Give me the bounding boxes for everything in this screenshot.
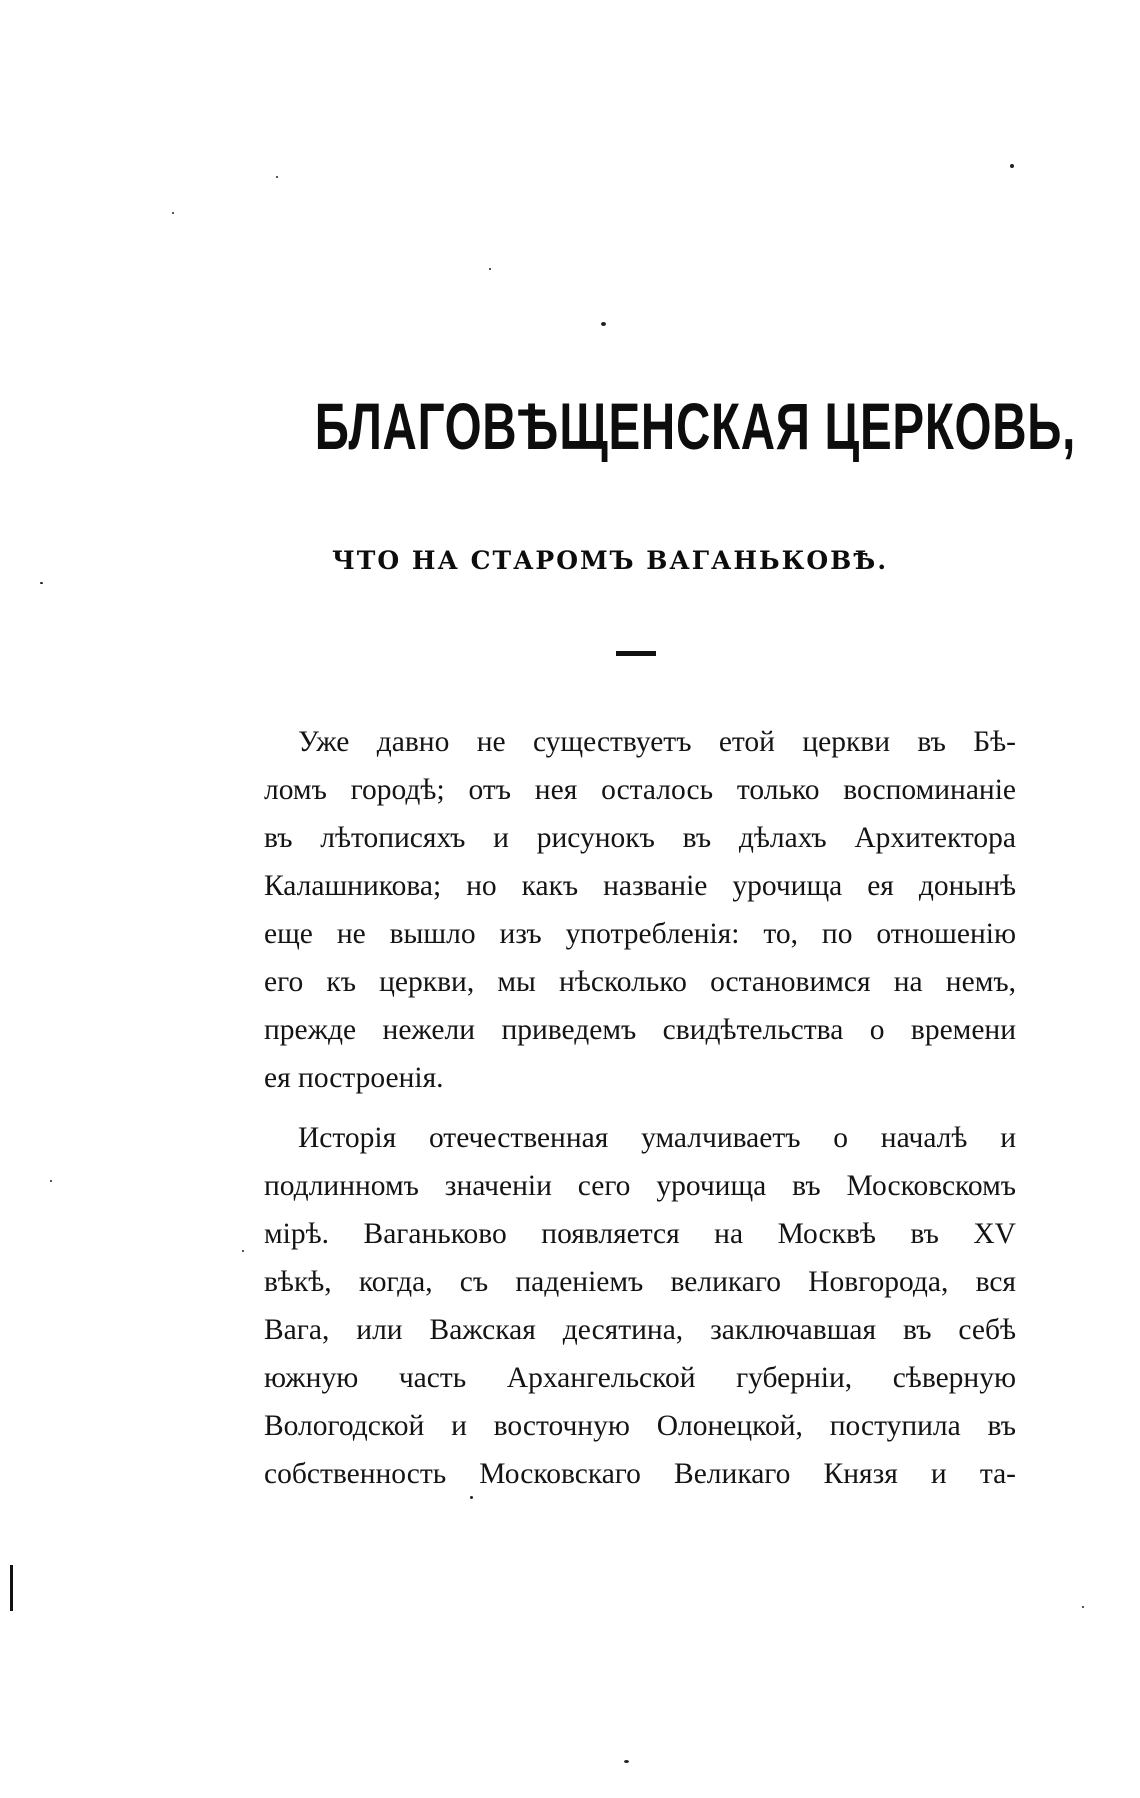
scan-speck (276, 176, 278, 178)
text-line: Исторія отечественная умалчиваетъ о началѣ и (298, 1122, 1016, 1154)
scan-speck (624, 1760, 629, 1763)
page-edge-mark (10, 1565, 13, 1611)
text-line: ея построенія. (264, 1062, 444, 1094)
text-line: подлинномъ значеніи сего урочища въ Московскомъ (264, 1170, 1016, 1202)
text-line: Уже давно не существуетъ етой церкви въ Бѣ- (298, 726, 1016, 758)
paragraph-gap (264, 1102, 1016, 1114)
scan-speck (489, 268, 491, 270)
chapter-subtitle: ЧТО НА СТАРОМЪ ВАГАНЬКОВѢ. (331, 546, 889, 575)
text-line: собственность Московскаго Великаго Князя и та- (264, 1458, 1016, 1490)
text-line: прежде нежели приведемъ свидѣтельства о времени (264, 1014, 1016, 1046)
text-line: въ лѣтописяхъ и рисунокъ въ дѣлахъ Архитектора (264, 822, 1016, 854)
text-line: его къ церкви, мы нѣсколько остановимся на немъ, (264, 966, 1016, 998)
text-line: Калашникова; но какъ названіе урочища ея донынѣ (264, 870, 1016, 902)
scan-speck (50, 1180, 52, 1182)
scan-speck (172, 212, 174, 214)
title-divider (616, 651, 656, 656)
paragraph (264, 1114, 1016, 1498)
scan-speck (1082, 1606, 1084, 1608)
chapter-title: БЛАГОВѢЩЕНСКАЯ ЦЕРКОВЬ, (314, 389, 1077, 463)
text-line: еще не вышло изъ употребленія: то, по отношенію (264, 918, 1016, 950)
scan-speck (242, 1250, 244, 1252)
scan-speck (40, 582, 43, 584)
text-line: южную часть Архангельской губерніи, сѣверную (264, 1362, 1016, 1394)
paragraph (264, 718, 1016, 1102)
text-line: ломъ городѣ; отъ нея осталось только воспоминаніе (264, 774, 1016, 806)
scan-speck (470, 1496, 473, 1499)
scan-speck (1010, 164, 1014, 168)
text-line: вѣкѣ, когда, съ паденіемъ великаго Новгорода, вся (264, 1266, 1016, 1298)
text-line: Вага, или Важская десятина, заключавшая въ себѣ (264, 1314, 1016, 1346)
text-line: мірѣ. Ваганьково появляется на Москвѣ въ XV (264, 1218, 1016, 1250)
scan-speck (601, 322, 606, 326)
text-line: Вологодской и восточную Олонецкой, поступила въ (264, 1410, 1016, 1442)
body-text (264, 718, 1016, 1498)
